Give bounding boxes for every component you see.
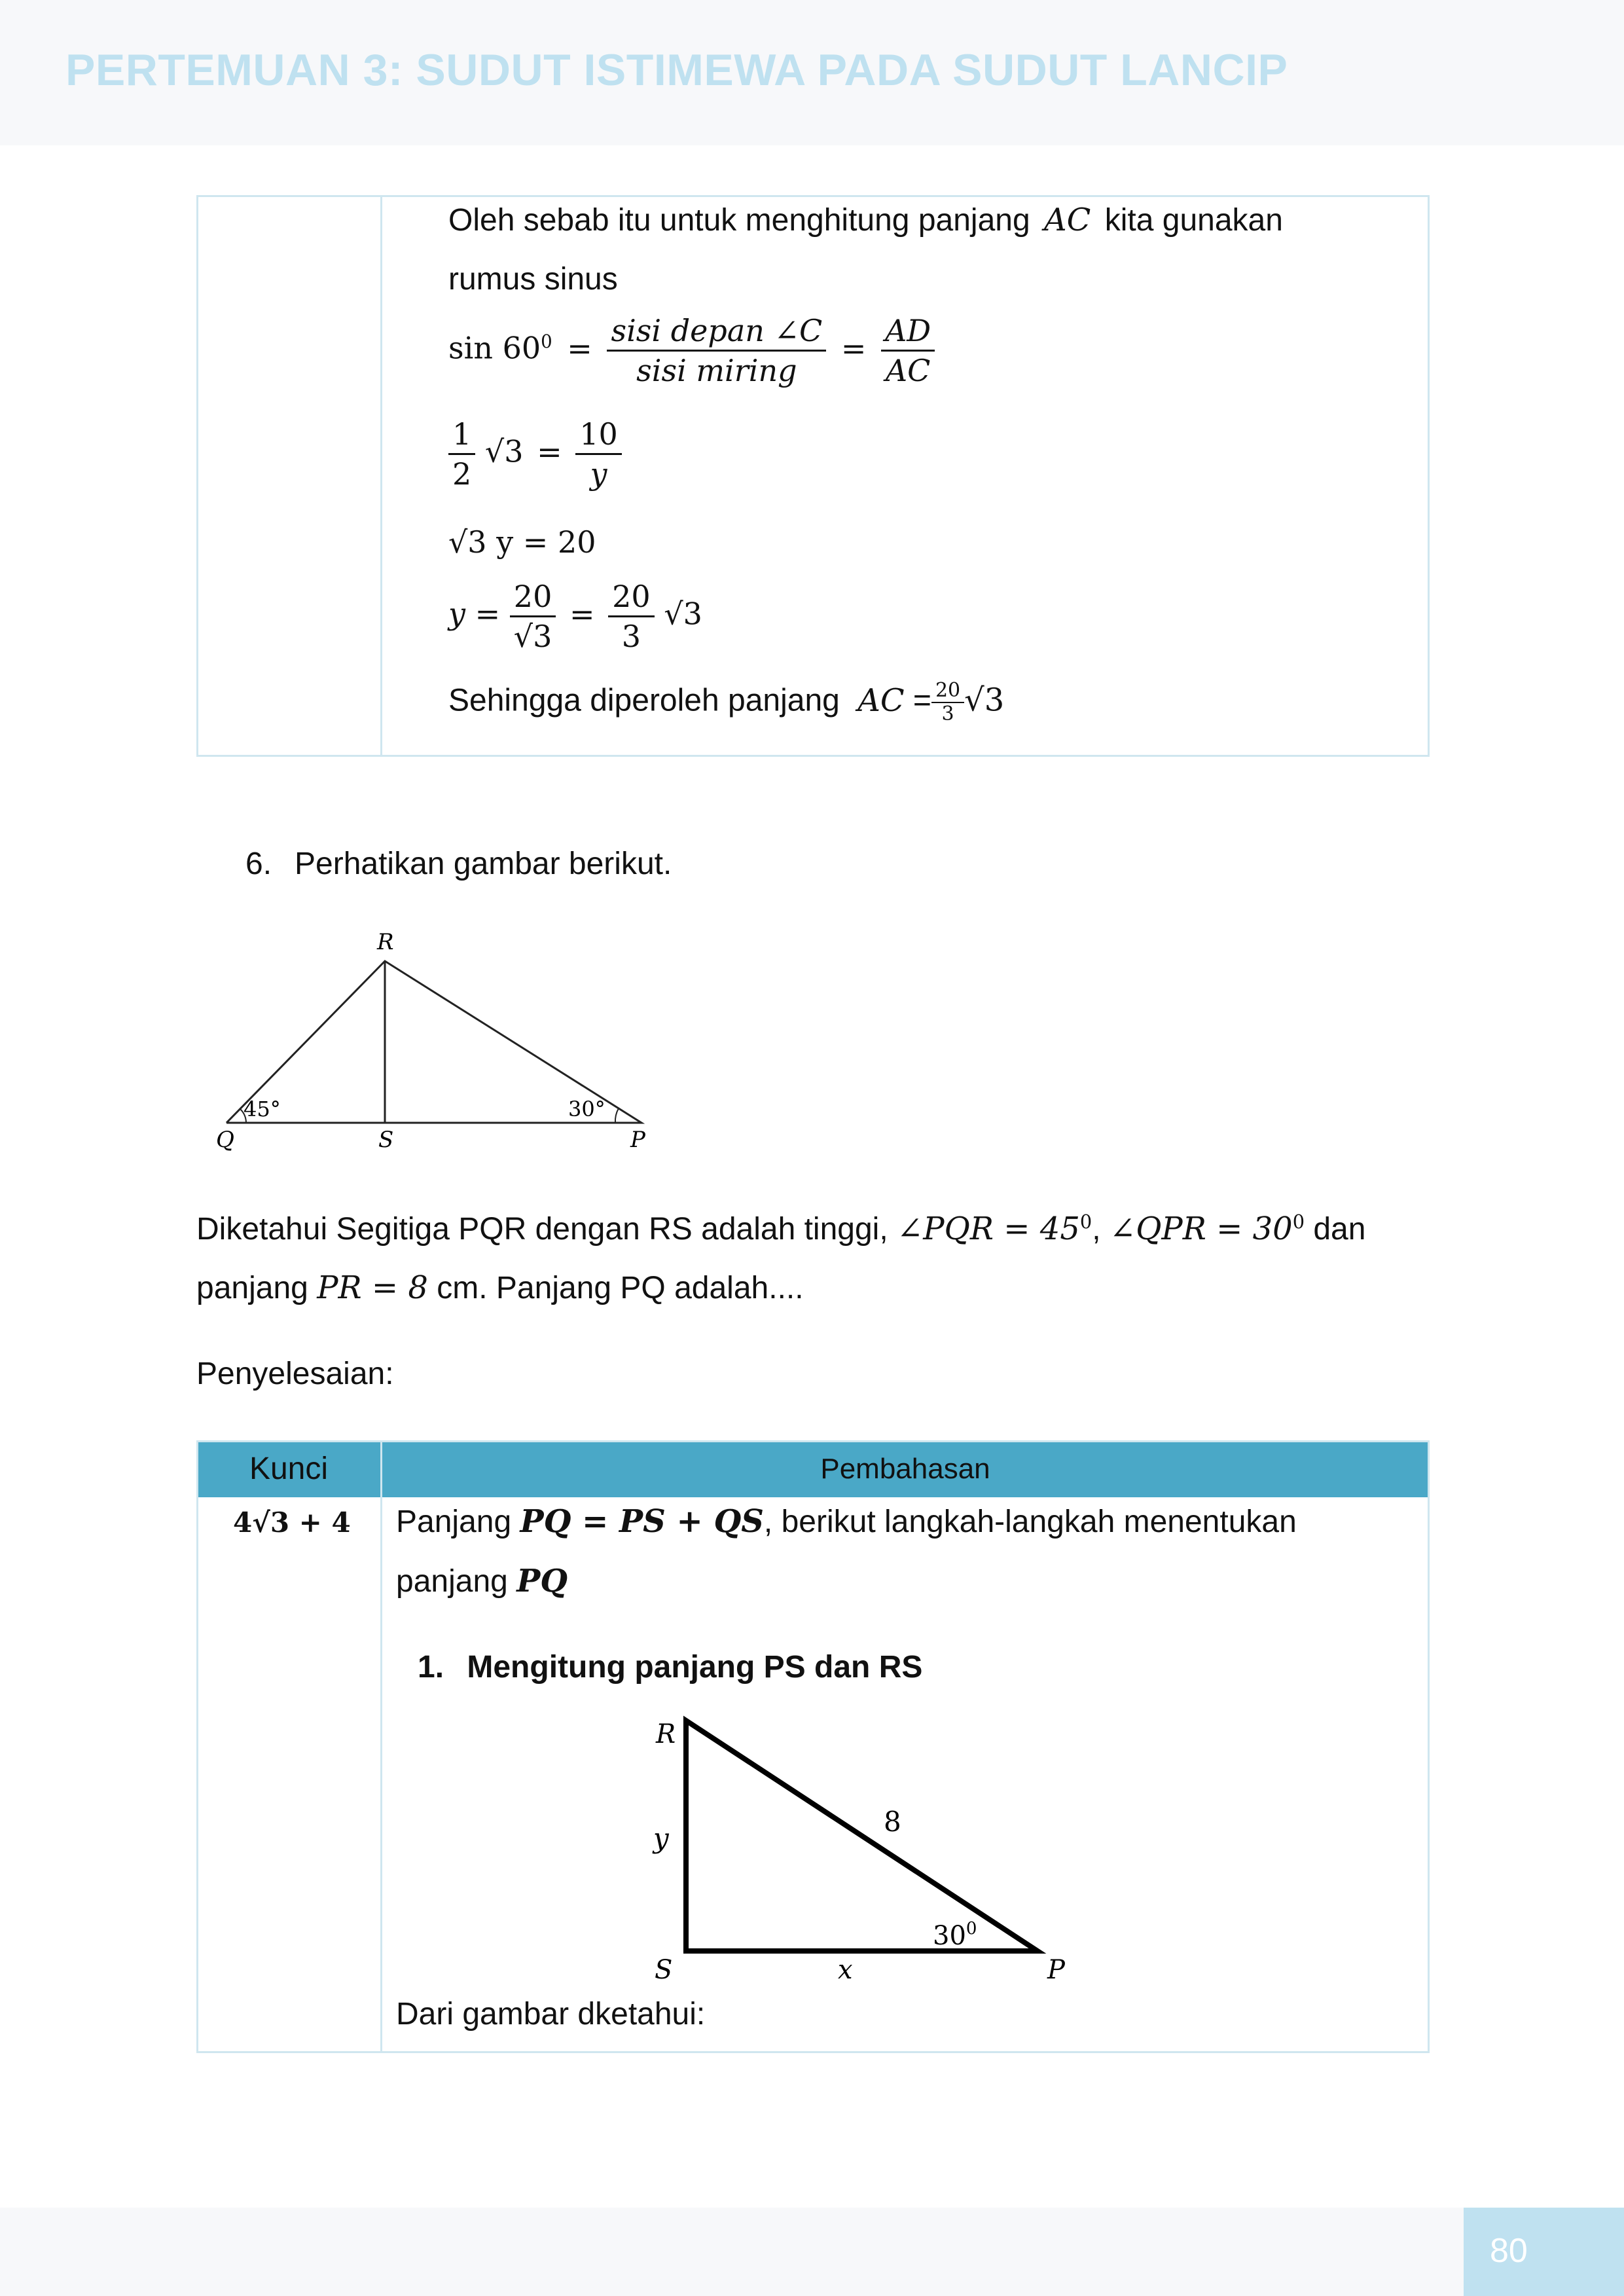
- half-root-equation: $\frac{1}{2}$ √3 = $\frac{10}{y}$: [448, 419, 622, 489]
- step-heading: 1. Mengitung panjang PS dan RS: [418, 1650, 923, 1685]
- label-s: S: [378, 1127, 394, 1153]
- question-number: 6.: [245, 847, 272, 881]
- page-number: 80: [1490, 2232, 1528, 2270]
- question-prompt: Perhatikan gambar berikut.: [295, 847, 672, 881]
- answer-key-value: 4√3 + 4: [233, 1506, 351, 1539]
- question-text-line-2: panjang PR = 8 cm. Panjang PQ adalah....: [196, 1269, 804, 1306]
- discussion-line-1: Panjang PQ = PS + QS, berikut langkah-langkah menentukan: [396, 1503, 1297, 1540]
- header-kunci: Kunci: [249, 1451, 329, 1486]
- label-y: y: [653, 1822, 669, 1854]
- discussion-line-2: panjang PQ: [396, 1563, 568, 1599]
- table-column-divider: [380, 195, 382, 757]
- right-triangle-outline: [686, 1721, 1038, 1951]
- angle-q-label: 45°: [244, 1097, 281, 1121]
- label-q: Q: [216, 1127, 234, 1153]
- label-hypotenuse: 8: [884, 1806, 901, 1838]
- root-y-equation: √3 y = 20: [448, 524, 596, 560]
- solution-label: Penyelesaian:: [196, 1357, 394, 1391]
- label-r: R: [377, 929, 394, 955]
- chapter-title: PERTEMUAN 3: SUDUT ISTIMEWA PADA SUDUT LANCIP: [65, 45, 1288, 95]
- right-triangle-figure: [641, 1702, 1087, 1990]
- explanation-line-1: Oleh sebab itu untuk menghitung panjang AC kita gunakan: [448, 202, 1283, 238]
- from-figure-text: Dari gambar dketahui:: [396, 1997, 706, 2032]
- result-line: Sehingga diperoleh panjang AC = $\frac{20}{3}$ √3: [448, 679, 1005, 725]
- y-solution-equation: y = $\frac{20}{√3}$ = $\frac{20}{3}$ √3: [448, 579, 702, 654]
- explanation-line-2: rumus sinus: [448, 262, 618, 297]
- header-pembahasan: Pembahasan: [820, 1453, 990, 1485]
- page-number-badge: [1464, 2208, 1624, 2296]
- label-x: x: [838, 1955, 853, 1985]
- label-p: P: [1047, 1955, 1065, 1985]
- label-p: P: [630, 1127, 645, 1153]
- answer-table-divider: [380, 1440, 382, 2053]
- label-s: S: [655, 1955, 673, 1985]
- label-r: R: [656, 1719, 676, 1749]
- page-footer: [0, 2208, 1624, 2296]
- question-text-line-1: Diketahui Segitiga PQR dengan RS adalah tinggi, ∠PQR = $45^0$, ∠QPR = $30^0$ dan: [196, 1211, 1366, 1247]
- page-header: [0, 0, 1624, 145]
- angle-p-arc: [615, 1108, 619, 1123]
- angle-p-label: 30°: [568, 1097, 605, 1121]
- triangle-pqr-figure: [209, 923, 661, 1159]
- label-angle-30: $30^0$: [933, 1919, 977, 1951]
- sine-equation: $\sin 60^0$ = $\frac{\text{sisi depan ∠C}}{\text{sisi miring}}$ = $\frac{AD}{AC}$: [448, 316, 935, 386]
